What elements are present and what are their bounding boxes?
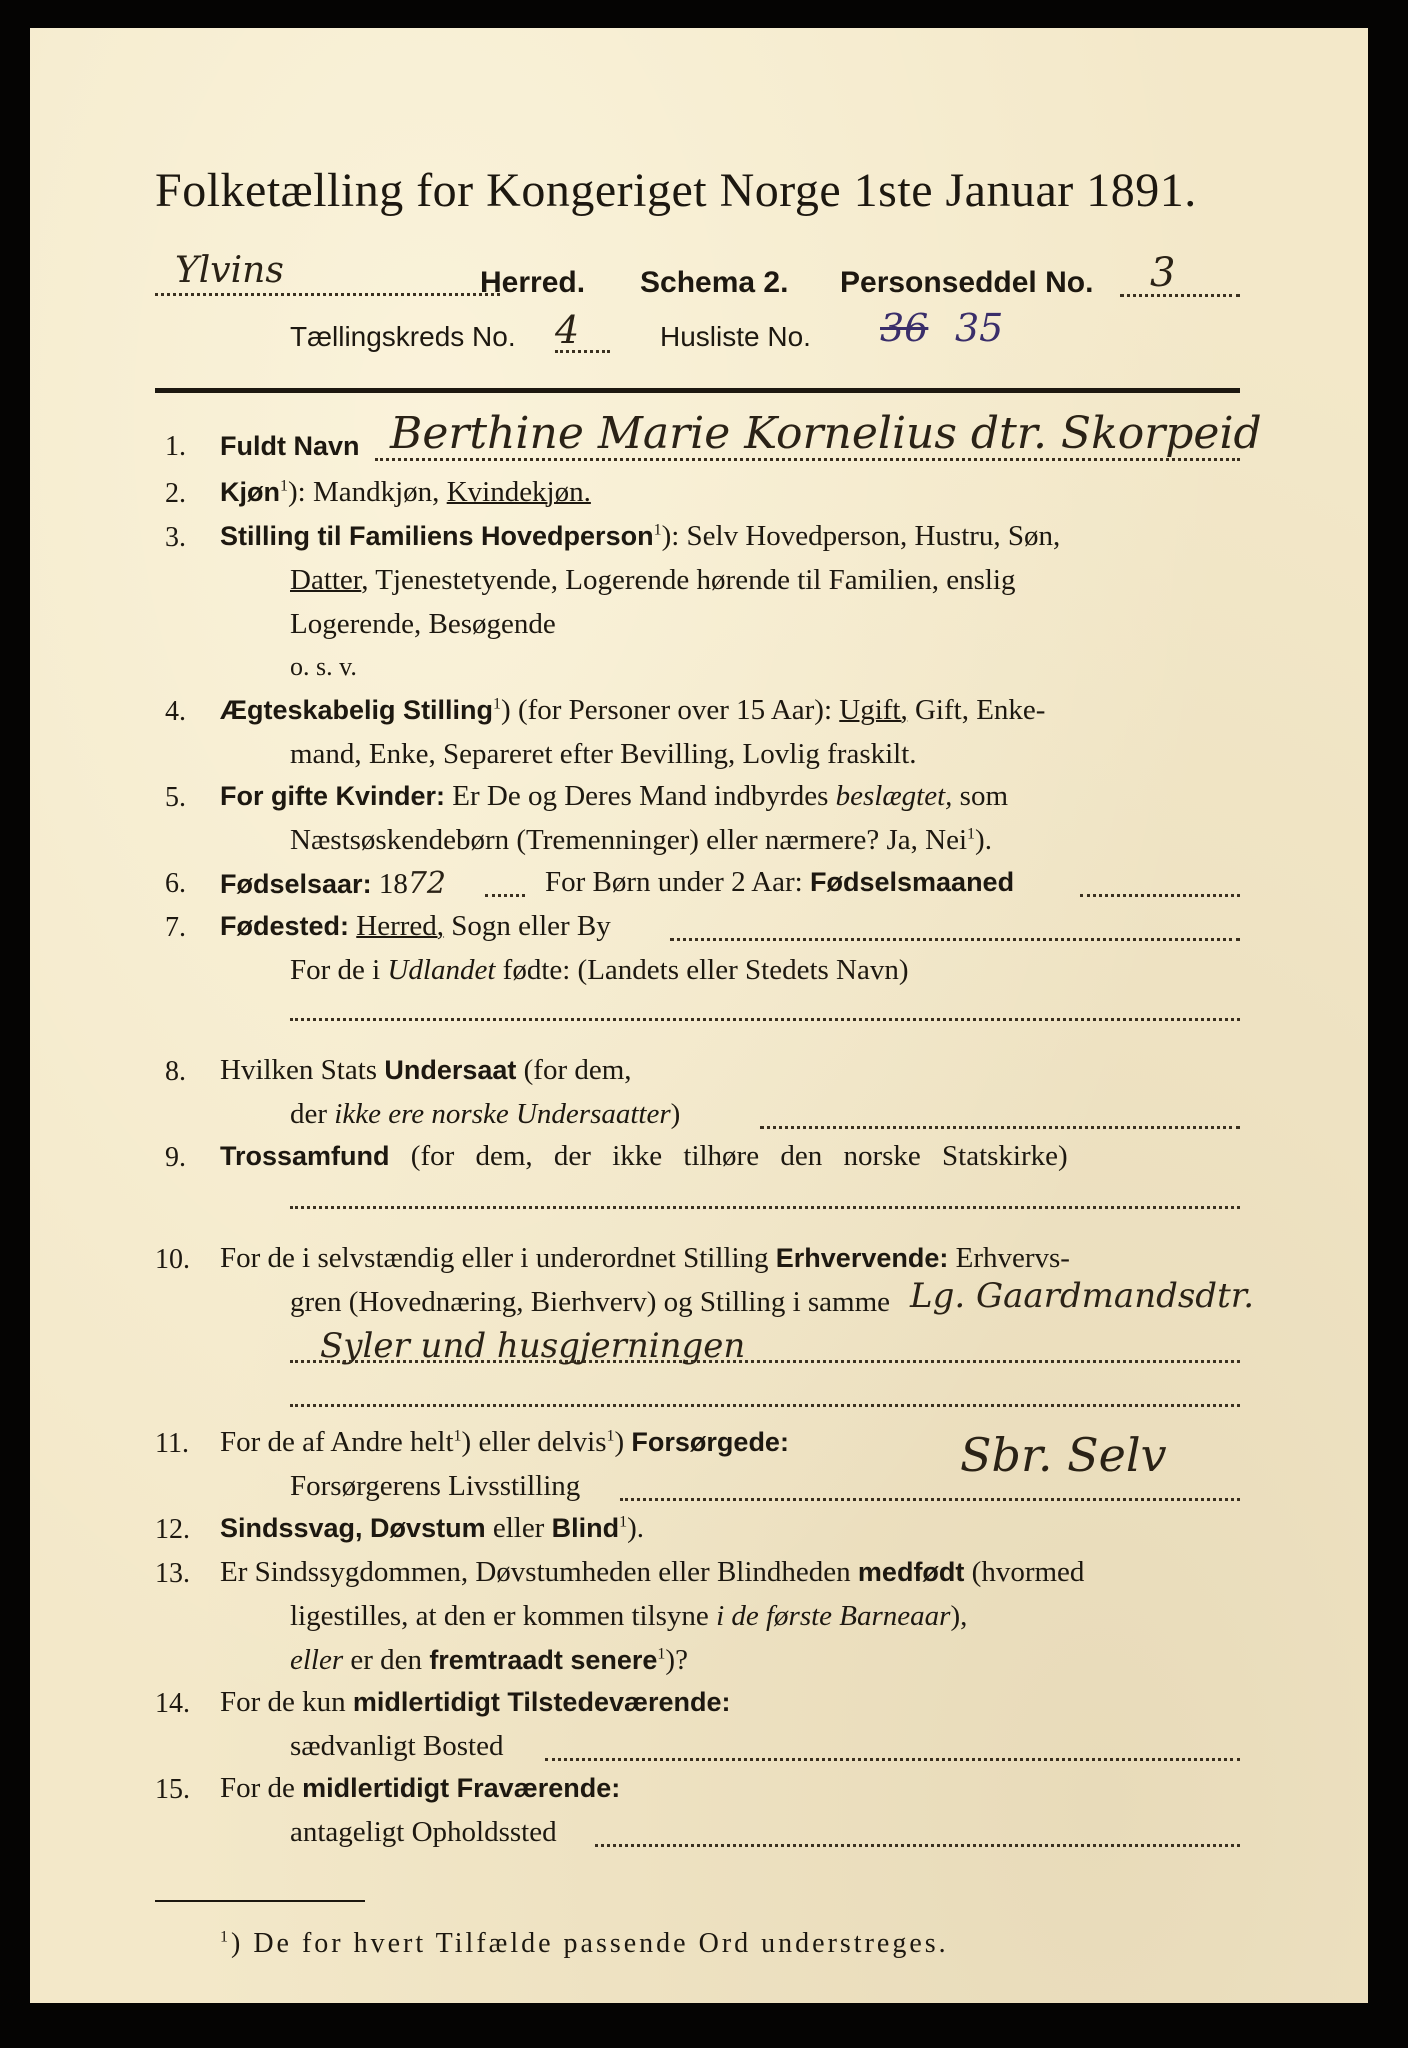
q11-footnote-mark-b: 1	[606, 1427, 615, 1445]
q11-text-a3: )	[614, 1426, 632, 1458]
q15-label: midlertidigt Fraværende:	[302, 1773, 621, 1803]
q9-answer-dotted-line	[290, 1206, 1240, 1209]
q5-label: For gifte Kvinder:	[220, 781, 446, 811]
q6-birth-year-hand: 72	[407, 866, 446, 901]
q13-text-b-italic: i de første Barneaar	[716, 1600, 951, 1632]
herred-dotted-line	[155, 293, 500, 296]
item-number-2: 2.	[165, 478, 186, 509]
q6-row	[220, 866, 446, 901]
q5-text-a: Er De og Deres Mand indbyrdes	[445, 780, 836, 812]
q5-footnote-mark: 1	[967, 825, 976, 843]
q11-answer-hand: Sbr. Selv	[960, 1428, 1167, 1482]
q6-text: For Børn under 2 Aar:	[545, 866, 803, 898]
q11-label: Forsørgede:	[631, 1427, 789, 1457]
q11-dotted-line	[620, 1498, 1240, 1501]
q5-text-a2: som	[952, 780, 1008, 812]
q12-footnote-mark: 1	[619, 1513, 628, 1531]
q10-label: Erhvervende:	[775, 1243, 949, 1273]
q10-text-b: gren (Hovednæring, Bierhverv) og Stilling i samme	[290, 1286, 891, 1318]
q3-label: Stilling til Familiens Hovedperson	[220, 521, 654, 551]
q4-footnote-mark: 1	[493, 695, 502, 713]
schema-label: Schema 2.	[640, 266, 789, 299]
q1-answer-name: Berthine Marie Kornelius dtr. Skorpeid	[390, 408, 1262, 459]
form-title: Folketælling for Kongeriget Norge 1ste Januar 1891.	[155, 164, 1197, 217]
q4-text-a: ) (for Personer over 15 Aar):	[501, 694, 840, 726]
q4-text-a2: Gift, Enke-	[907, 694, 1046, 726]
q11-text-a: For de af Andre helt	[220, 1426, 454, 1458]
q4-text-b: mand, Enke, Separeret efter Bevilling, Lovlig fraskilt.	[290, 738, 917, 770]
item-number-7: 7.	[165, 912, 186, 943]
q10-text-a2: Erhvervs-	[948, 1242, 1070, 1274]
item-number-14: 14.	[155, 1688, 190, 1719]
item-number-4: 4.	[165, 696, 186, 727]
taellingskreds-label: Tællingskreds No.	[290, 321, 516, 352]
q4-row-a	[220, 694, 1045, 727]
item-number-5: 5.	[165, 782, 186, 813]
q2-label: Kjøn	[220, 477, 280, 507]
q7-text-italic: Udlandet	[387, 954, 496, 986]
q5-text-b: Næstsøskendebørn (Tremenninger) eller nærmere? Ja, Nei	[290, 824, 968, 856]
q13-row-c	[290, 1644, 688, 1677]
taellingskreds-number: 4	[555, 308, 580, 352]
herred-label: Herred.	[480, 266, 586, 299]
husliste-number: 35	[955, 306, 1004, 350]
q6-prefix: 18	[378, 868, 408, 900]
q13-text-b2: ),	[950, 1600, 968, 1632]
census-form-sheet	[30, 28, 1368, 2003]
q6-month-dotted-line	[1080, 894, 1240, 897]
item-number-12: 12.	[155, 1514, 190, 1545]
q8-label: Undersaat	[384, 1055, 517, 1085]
item-number-13: 13.	[155, 1558, 190, 1589]
q2-text: ): Mandkjøn,	[288, 476, 447, 508]
q10-row-a	[220, 1242, 1070, 1275]
item-number-11: 11.	[155, 1428, 189, 1459]
q10-dotted-line-b	[290, 1404, 1240, 1407]
item-number-15: 15.	[155, 1774, 190, 1805]
q2-selected-kvindekjon: Kvindekjøn.	[446, 476, 591, 508]
q6-label: Fødselsaar:	[220, 869, 372, 899]
q14-label: midlertidigt Tilstedeværende:	[352, 1687, 731, 1717]
q14-text-b: sædvanligt Bosted	[290, 1730, 504, 1762]
footnote-mark: 1	[220, 1928, 231, 1946]
q13-label: medfødt	[857, 1557, 965, 1587]
q4-label: Ægteskabelig Stilling	[220, 695, 494, 725]
q8-text-a: Hvilken Stats	[220, 1054, 385, 1086]
q10-dotted-line-a	[290, 1360, 1240, 1363]
q8-dotted-line	[760, 1126, 1240, 1129]
footnote-text: ) De for hvert Tilfælde passende Ord understreges.	[231, 1928, 949, 1959]
q15-row-a	[220, 1772, 620, 1805]
q13-text-b: ligestilles, at den er kommen tilsyne	[290, 1600, 717, 1632]
q8-text-b2: )	[670, 1098, 681, 1130]
personseddel-dotted-line	[1120, 294, 1240, 297]
q13-row-a	[220, 1556, 1084, 1589]
q13-text-a: Er Sindssygdommen, Døvstumheden eller Blindheden	[220, 1556, 858, 1588]
q11-text-b: Forsørgerens Livsstilling	[290, 1470, 581, 1502]
q7-row-a	[220, 910, 611, 943]
q13-row-b	[290, 1600, 967, 1633]
q8-row-a	[220, 1054, 632, 1087]
q10-text-a: For de i selvstændig eller i underordnet Stilling	[220, 1242, 776, 1274]
q13-text-c-italic: eller	[290, 1644, 344, 1676]
item-number-9: 9.	[165, 1142, 186, 1173]
q15-dotted-line	[595, 1844, 1240, 1847]
q7-text-b2: fødte: (Landets eller Stedets Navn)	[495, 954, 909, 986]
q11-row-a	[220, 1426, 789, 1459]
q2-footnote-mark: 1	[280, 477, 288, 495]
q12-text2: ).	[627, 1512, 645, 1544]
q3-footnote-mark: 1	[653, 521, 662, 539]
header-rule	[155, 388, 1240, 393]
personseddel-label: Personseddel No.	[840, 266, 1094, 299]
item-number-10: 10.	[155, 1244, 190, 1275]
herred-handwritten: Ylvins	[175, 250, 284, 291]
q15-text-a: For de	[220, 1772, 303, 1804]
q11-footnote-mark-a: 1	[453, 1427, 462, 1445]
q5-text-italic: beslægtet,	[835, 780, 953, 812]
q15-text-b: antageligt Opholdssted	[290, 1816, 557, 1848]
q7-row-b	[290, 954, 909, 987]
q9-text: (for dem, der ikke tilhøre den norske Statskirke)	[389, 1140, 1068, 1172]
q6-label-month: Fødselsmaaned	[810, 867, 1015, 897]
q7-label: Fødested:	[220, 911, 350, 941]
item-number-8: 8.	[165, 1056, 186, 1087]
taellingskreds-dotted-line	[555, 350, 610, 353]
q3-selected-datter: Datter	[290, 564, 362, 596]
q8-text-italic: ikke ere norske Undersaatter	[334, 1098, 671, 1130]
q8-text-a2: (for dem,	[516, 1054, 632, 1086]
q13-footnote-mark: 1	[657, 1645, 666, 1663]
q5-row-a	[220, 780, 1008, 813]
q7-selected-herred: Herred,	[356, 910, 445, 942]
q13-label-b: fremtraadt senere	[429, 1645, 658, 1675]
q3-row-a	[220, 520, 1060, 553]
footnote-rule	[155, 1900, 365, 1902]
q14-text-a: For de kun	[220, 1686, 353, 1718]
q12-row	[220, 1512, 644, 1545]
husliste-number-struck: 36	[880, 306, 929, 350]
q3-text-d: o. s. v.	[290, 652, 357, 681]
q3-row-b	[290, 564, 1015, 597]
footnote	[220, 1928, 949, 1960]
q3-text-c: Logerende, Besøgende	[290, 608, 556, 640]
q4-selected-ugift: Ugift,	[839, 694, 908, 726]
q7-text: Sogn eller By	[444, 910, 611, 942]
q10-answer-hand-a: Lg. Gaardmandsdtr.	[910, 1276, 1255, 1316]
q14-row-a	[220, 1686, 731, 1719]
personseddel-number: 3	[1150, 250, 1176, 296]
q6-dotted-line	[485, 894, 525, 897]
q8-row-b	[290, 1098, 680, 1131]
item-number-3: 3.	[165, 522, 186, 553]
q5-row-b	[290, 824, 992, 857]
q13-text-a2: (hvormed	[964, 1556, 1085, 1588]
q14-dotted-line	[545, 1758, 1240, 1761]
q13-text-c2: )?	[665, 1644, 688, 1676]
q7-text-b: For de i	[290, 954, 388, 986]
q7-dotted-line	[670, 938, 1240, 941]
q8-text-b: der	[290, 1098, 335, 1130]
q2-row	[220, 476, 591, 509]
q3-text-b: , Tjenestetyende, Logerende hørende til Familien, enslig	[361, 564, 1016, 596]
q9-row	[220, 1140, 1068, 1173]
q12-label-b: Blind	[551, 1513, 620, 1543]
q11-text-a2: ) eller delvis	[461, 1426, 607, 1458]
q13-text-c: er den	[343, 1644, 430, 1676]
husliste-label: Husliste No.	[660, 321, 811, 352]
q5-text-b2: ).	[975, 824, 992, 856]
q12-text: eller	[485, 1512, 552, 1544]
q1-label: Fuldt Navn	[220, 431, 360, 461]
q10-answer-hand-b: Syler und husgjerningen	[320, 1326, 746, 1366]
q6-row-b	[545, 866, 1014, 899]
item-number-6: 6.	[165, 868, 186, 899]
item-number-1: 1.	[165, 431, 186, 462]
q7-answer-dotted-line	[290, 1018, 1240, 1021]
q9-label: Trossamfund	[220, 1141, 390, 1171]
q12-label-a: Sindssvag, Døvstum	[220, 1513, 486, 1543]
q3-text-a: ): Selv Hovedperson, Hustru, Søn,	[661, 520, 1061, 552]
